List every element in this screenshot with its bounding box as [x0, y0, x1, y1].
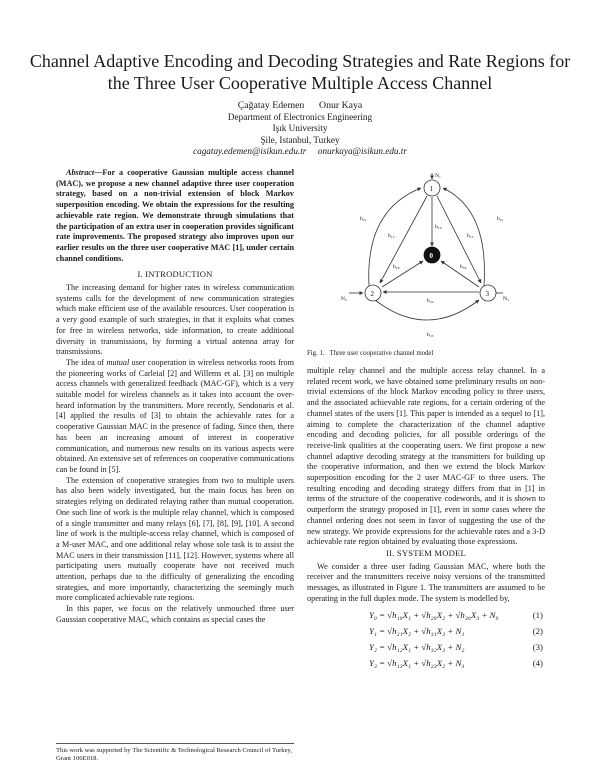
figure-caption: Fig. 1. Three user cooperative channel model: [307, 350, 434, 357]
author-emails: cagatay.edemen@isikun.edu.tr onurkaya@isikun.edu.tr: [193, 146, 407, 157]
equation-1: [307, 608, 545, 624]
node-3-label: 3: [485, 290, 489, 298]
intro-heading-number: I.: [137, 269, 146, 280]
affiliation-location: Şile, Istanbul, Turkey: [260, 134, 340, 145]
gain-label-h20: h₂₀: [393, 264, 400, 270]
intro-paragraph-4: In this paper, we focus on the relatively unmouched three user Gaussian cooperative MAC, which contains as special cases the: [56, 604, 294, 624]
title-line-2: the Three User Cooperative Multiple Access Channel: [107, 73, 493, 93]
paper-title: [20, 50, 580, 94]
gain-label-h31: h₃₁: [497, 216, 504, 222]
footnote: This work was supported by The Scientific & Technological Research Council of Turkey, Grant 106E018.: [56, 743, 294, 763]
link-3-to-1: [443, 188, 484, 286]
system-model-paragraph: We consider a three user fading Gaussian MAC, where both the receiver and the transmitters receive noisy versions of the transmitted messages, as illustrated in Figure 1. The transmitters are assumed to be operating in the full duplex mode. The system is modelled by,: [307, 561, 545, 603]
link-2-to-1: [369, 188, 421, 286]
title-line-1: Channel Adaptive Encoding and Decoding Strategies and Rate Regions for: [29, 51, 571, 71]
left-column: [56, 168, 294, 626]
equation-1-number: (1): [532, 610, 543, 621]
intro-p2-post: user cooperation in wireless networks roots from the pioneering works of Carleial [2] and Willems et al. [3] on multiple access channels with generalized feedback (MAC-GF), which is a very suitable model for wireless channels as it takes into account the over-heard information by the transmitters. More recently, Sendonaris et al. [4] applied the results of [3] to obtain the achievable rates for a cooperative Gaussian MAC in the presence of fading. Since then, there has been an increasing amount of interest in cooperative communication, and numerous new results on its various aspects were obtained. An extensive set of references on cooperative communications can be found in [5].: [56, 357, 294, 474]
node-0-label: 0: [429, 252, 433, 260]
link-2-to-0: [382, 261, 423, 287]
equation-2-number: (2): [532, 626, 543, 637]
system-model-heading: [307, 548, 545, 559]
equation-4-number: (4): [532, 658, 543, 669]
abstract-lead: Abstract: [66, 168, 95, 177]
equation-2-expression: Y₁ = √h₂₁X₂ + √h₃₁X₃ + N₁: [369, 626, 465, 637]
author-block: [100, 100, 500, 158]
abstract-body: —For a cooperative Gaussian multiple access channel (MAC), we propose a new channel adaptive three user cooperation strategy, based on a non-trivial extension of block Markov superposition encoding. We obtain the expressions for the resulting achievable rate region. We demonstrate through simulations that the participation of an extra user in cooperation provides significant rate improvements. The proposed strategy also improves upon our earlier results on the three user cooperative MAC [1], under certain channel conditions.: [56, 168, 294, 263]
right-column: [307, 366, 545, 672]
intro-paragraph-3: The extension of cooperative strategies from two to multiple users has also been widely investigated, but the main focus has been on strategies relying on dedicated relaying rather than mutual cooperation. One such line of work is the multiple relay channel, which is composed of a single transmitter and many relays [6], [7], [8], [9], [10]. A second line of work is the multiple-access relay channel, which is composed of a M-user MAC, and one additional relay whose sole task is to assist the MAC users in their transmission [11], [12]. However, systems where all participating users mutually cooperate have not received much attention, perhaps due to the difficulty of generalizing the encoding strategies, and more importantly, characterizing the seemingly much more complicated achievable rate regions.: [56, 475, 294, 603]
equation-4-expression: Y₃ = √h₁₃X₁ + √h₂₃X₂ + N₃: [369, 658, 465, 669]
link-1-to-2: [380, 196, 427, 283]
intro-heading: [56, 269, 294, 280]
noise-label-2: N₂: [341, 296, 347, 302]
equations: [307, 608, 545, 672]
gain-label-h30: h₃₀: [460, 264, 467, 270]
affiliation-university: Işık University: [272, 123, 328, 134]
channel-model-diagram: [307, 170, 547, 350]
equation-3-number: (3): [532, 642, 543, 653]
noise-label-3: N₃: [503, 296, 509, 302]
node-1-label: 1: [429, 185, 433, 193]
author-names: Çağatay Edemen Onur Kaya: [237, 100, 363, 111]
gain-label-h10: h₁₀: [435, 224, 442, 230]
equation-3-expression: Y₂ = √h₁₂X₁ + √h₃₂X₃ + N₂: [369, 642, 465, 653]
equation-1-expression: Y₀ = √h₁₀X₁ + √h₂₀X₂ + √h₃₀X₃ + N₀: [369, 610, 499, 621]
gain-label-h13: h₁₃: [467, 233, 474, 239]
system-heading-number: II.: [386, 547, 397, 558]
intro-p2-emphasis: mutual: [106, 357, 130, 367]
equation-3: [307, 640, 545, 656]
equation-4: [307, 656, 545, 672]
system-heading-text: SYSTEM MODEL: [396, 547, 466, 558]
figure-channel-model: [307, 170, 547, 350]
intro-p2-pre: The idea of: [66, 357, 107, 367]
right-paragraph-1: multiple relay channel and the multiple access relay channel. In a related recent work, we have obtained some preliminary results on non-trivial extensions of the block Markov encoding policy to three users, and the associated achievable rate regions, for a certain ordering of the channel states of the users [1]. This paper is intended as a sequel to [1], aiming to complete the characterization of the channel adaptive encoding and decoding policies, for all possible orderings of the receive-link qualities at the cooperating users. We first propose a new channel adaptive decoding strategy at the transmitters for building up the cooperative information, and then we extend the block Markov superposition encoding for the 2 user MAC-GF to three users. The resulting encoding and decoding strategy differs from that in [1] in terms of the structure of the cooperative codewords, and it is shown to outperform the strategy proposed in [1], even in some cases where the channel ordering does not seem in favor of suggesting the use of the new strategy. We provide expressions for the achievable rates and a 3-D achievable rate region obtained by evaluating those expressions.: [307, 366, 545, 547]
abstract: [56, 168, 294, 264]
equation-2: [307, 624, 545, 640]
intro-paragraph-2: [56, 358, 294, 476]
affiliation-department: Department of Electronics Engineering: [227, 111, 373, 122]
link-1-to-3: [437, 196, 481, 283]
noise-label-1: N₁: [435, 173, 441, 179]
gain-label-h32: h₃₂: [427, 298, 434, 304]
intro-heading-text: INTRODUCTION: [145, 269, 213, 280]
gain-label-h12: h₁₂: [388, 233, 395, 239]
gain-label-h23: h₂₃: [427, 332, 434, 338]
node-2-label: 2: [370, 290, 374, 298]
gain-label-h21: h₂₁: [360, 216, 367, 222]
intro-paragraph-1: The increasing demand for higher rates in wireless communication systems calls for the development of new communication strategies which make efficient use of the available resources. User cooperation is a very good example of such strategies, in that it exploits what comes for free in wireless networks, side information, to create additional diversity in transmissions, by forming a virtual antenna array for transmissions.: [56, 283, 294, 357]
